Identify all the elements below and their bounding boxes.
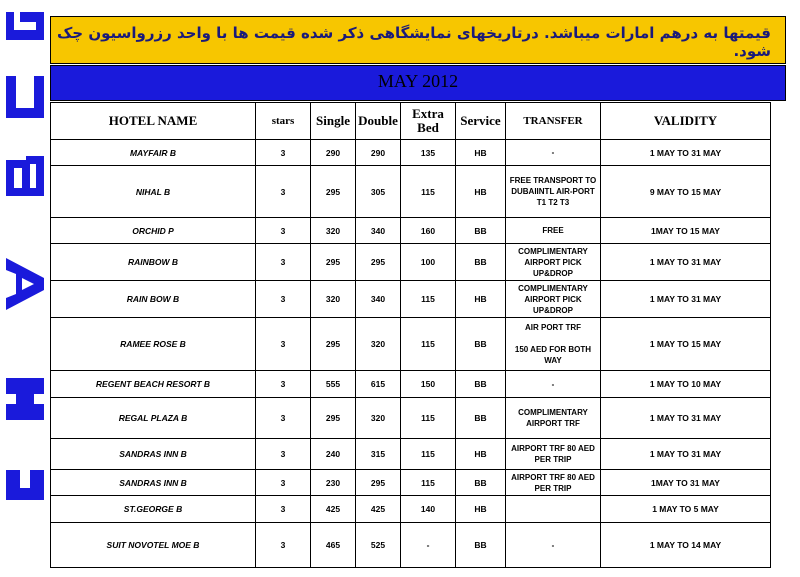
single-rate-cell: 240 (311, 439, 356, 470)
transfer-cell (506, 496, 601, 523)
transfer-cell: AIRPORT TRF 80 AED PER TRIP (506, 470, 601, 496)
hotel-name-cell: REGAL PLAZA B (51, 398, 256, 439)
extra-bed-cell: 135 (401, 140, 456, 166)
single-rate-cell: 230 (311, 470, 356, 496)
hotel-name-cell: SUIT NOVOTEL MOE B (51, 523, 256, 568)
extra-bed-cell: 115 (401, 166, 456, 218)
service-cell: BB (456, 318, 506, 371)
hotel-rates-table (50, 102, 771, 568)
single-rate-cell: 295 (311, 318, 356, 371)
stars-cell: 3 (256, 140, 311, 166)
transfer-cell: AIR PORT TRF 150 AED FOR BOTH WAY (506, 318, 601, 371)
service-cell: BB (456, 218, 506, 244)
double-rate-cell: 295 (356, 244, 401, 281)
header-hotel-name: HOTEL NAME (51, 103, 256, 140)
validity-cell: 1 MAY TO 10 MAY (601, 371, 771, 398)
header-stars: stars (256, 103, 311, 140)
validity-cell: 1 MAY TO 31 MAY (601, 140, 771, 166)
validity-cell: 1 MAY TO 14 MAY (601, 523, 771, 568)
table-row (51, 439, 771, 470)
table-row (51, 140, 771, 166)
validity-cell: 9 MAY TO 15 MAY (601, 166, 771, 218)
hotel-name-cell: RAMEE ROSE B (51, 318, 256, 371)
table-row (51, 281, 771, 318)
stars-cell: 3 (256, 166, 311, 218)
side-letter-d (6, 12, 44, 40)
table-row (51, 523, 771, 568)
transfer-cell: - (506, 371, 601, 398)
stars-cell: 3 (256, 439, 311, 470)
table-row (51, 244, 771, 281)
currency-notice-text: قیمتها به درهم امارات میباشد. درتاریخهای نمایشگاهی ذکر شده قیمت ها با واحد رزرواسیون چک شود. (56, 24, 771, 60)
hotel-name-cell: ORCHID P (51, 218, 256, 244)
stars-cell: 3 (256, 281, 311, 318)
transfer-cell: FREE (506, 218, 601, 244)
side-letter-a (6, 258, 44, 310)
double-rate-cell: 315 (356, 439, 401, 470)
single-rate-cell: 295 (311, 398, 356, 439)
single-rate-cell: 555 (311, 371, 356, 398)
side-letter-band (0, 0, 50, 577)
service-cell: BB (456, 398, 506, 439)
extra-bed-cell: 115 (401, 398, 456, 439)
extra-bed-cell: 115 (401, 281, 456, 318)
header-extra-bed: Extra Bed (401, 103, 456, 140)
double-rate-cell: 340 (356, 218, 401, 244)
currency-notice-banner (50, 16, 786, 64)
service-cell: BB (456, 371, 506, 398)
extra-bed-cell: 150 (401, 371, 456, 398)
single-rate-cell: 320 (311, 281, 356, 318)
extra-bed-cell: 115 (401, 439, 456, 470)
validity-cell: 1MAY TO 15 MAY (601, 218, 771, 244)
table-header-row (51, 103, 771, 140)
stars-cell: 3 (256, 470, 311, 496)
extra-bed-cell: 115 (401, 470, 456, 496)
double-rate-cell: 305 (356, 166, 401, 218)
transfer-cell: - (506, 140, 601, 166)
single-rate-cell: 295 (311, 244, 356, 281)
double-rate-cell: 340 (356, 281, 401, 318)
double-rate-cell: 525 (356, 523, 401, 568)
extra-bed-cell: 160 (401, 218, 456, 244)
single-rate-cell: 465 (311, 523, 356, 568)
extra-bed-cell: 100 (401, 244, 456, 281)
header-service: Service (456, 103, 506, 140)
hotel-name-cell: NIHAL B (51, 166, 256, 218)
validity-cell: 1 MAY TO 31 MAY (601, 398, 771, 439)
side-decoration (6, 470, 44, 500)
month-header-bar (50, 65, 786, 101)
double-rate-cell: 320 (356, 398, 401, 439)
stars-cell: 3 (256, 523, 311, 568)
table-row (51, 166, 771, 218)
table-row (51, 318, 771, 371)
transfer-cell: - (506, 523, 601, 568)
double-rate-cell: 320 (356, 318, 401, 371)
service-cell: HB (456, 166, 506, 218)
validity-cell: 1 MAY TO 31 MAY (601, 439, 771, 470)
transfer-cell: FREE TRANSPORT TO DUBAIINTL AIR-PORT T1 T2 T3 (506, 166, 601, 218)
side-letter-i (6, 378, 44, 420)
service-cell: HB (456, 140, 506, 166)
single-rate-cell: 320 (311, 218, 356, 244)
stars-cell: 3 (256, 218, 311, 244)
service-cell: BB (456, 470, 506, 496)
stars-cell: 3 (256, 318, 311, 371)
stars-cell: 3 (256, 398, 311, 439)
service-cell: HB (456, 439, 506, 470)
table-row (51, 371, 771, 398)
hotel-name-cell: RAIN BOW B (51, 281, 256, 318)
transfer-cell: COMPLIMENTARY AIRPORT PICK UP&DROP (506, 281, 601, 318)
stars-cell: 3 (256, 244, 311, 281)
validity-cell: 1 MAY TO 31 MAY (601, 244, 771, 281)
service-cell: HB (456, 496, 506, 523)
stars-cell: 3 (256, 496, 311, 523)
service-cell: BB (456, 244, 506, 281)
service-cell: BB (456, 523, 506, 568)
hotel-name-cell: REGENT BEACH RESORT B (51, 371, 256, 398)
hotel-name-cell: SANDRAS INN B (51, 439, 256, 470)
table-row (51, 496, 771, 523)
extra-bed-cell: 115 (401, 318, 456, 371)
extra-bed-cell: - (401, 523, 456, 568)
validity-cell: 1 MAY TO 5 MAY (601, 496, 771, 523)
single-rate-cell: 295 (311, 166, 356, 218)
double-rate-cell: 615 (356, 371, 401, 398)
validity-cell: 1 MAY TO 31 MAY (601, 281, 771, 318)
table-row (51, 470, 771, 496)
hotel-name-cell: ST.GEORGE B (51, 496, 256, 523)
extra-bed-cell: 140 (401, 496, 456, 523)
side-letter-b (6, 156, 44, 196)
table-row (51, 398, 771, 439)
header-single: Single (311, 103, 356, 140)
service-cell: HB (456, 281, 506, 318)
validity-cell: 1MAY TO 31 MAY (601, 470, 771, 496)
header-double: Double (356, 103, 401, 140)
double-rate-cell: 290 (356, 140, 401, 166)
header-transfer: TRANSFER (506, 103, 601, 140)
hotel-name-cell: SANDRAS INN B (51, 470, 256, 496)
single-rate-cell: 425 (311, 496, 356, 523)
transfer-cell: COMPLIMENTARY AIRPORT PICK UP&DROP (506, 244, 601, 281)
double-rate-cell: 295 (356, 470, 401, 496)
hotel-name-cell: MAYFAIR B (51, 140, 256, 166)
transfer-cell: COMPLIMENTARY AIRPORT TRF (506, 398, 601, 439)
single-rate-cell: 290 (311, 140, 356, 166)
table-row (51, 218, 771, 244)
double-rate-cell: 425 (356, 496, 401, 523)
stars-cell: 3 (256, 371, 311, 398)
validity-cell: 1 MAY TO 15 MAY (601, 318, 771, 371)
hotel-name-cell: RAINBOW B (51, 244, 256, 281)
month-label: MAY 2012 (377, 71, 459, 91)
header-validity: VALIDITY (601, 103, 771, 140)
transfer-cell: AIRPORT TRF 80 AED PER TRIP (506, 439, 601, 470)
side-letter-u (6, 76, 44, 118)
